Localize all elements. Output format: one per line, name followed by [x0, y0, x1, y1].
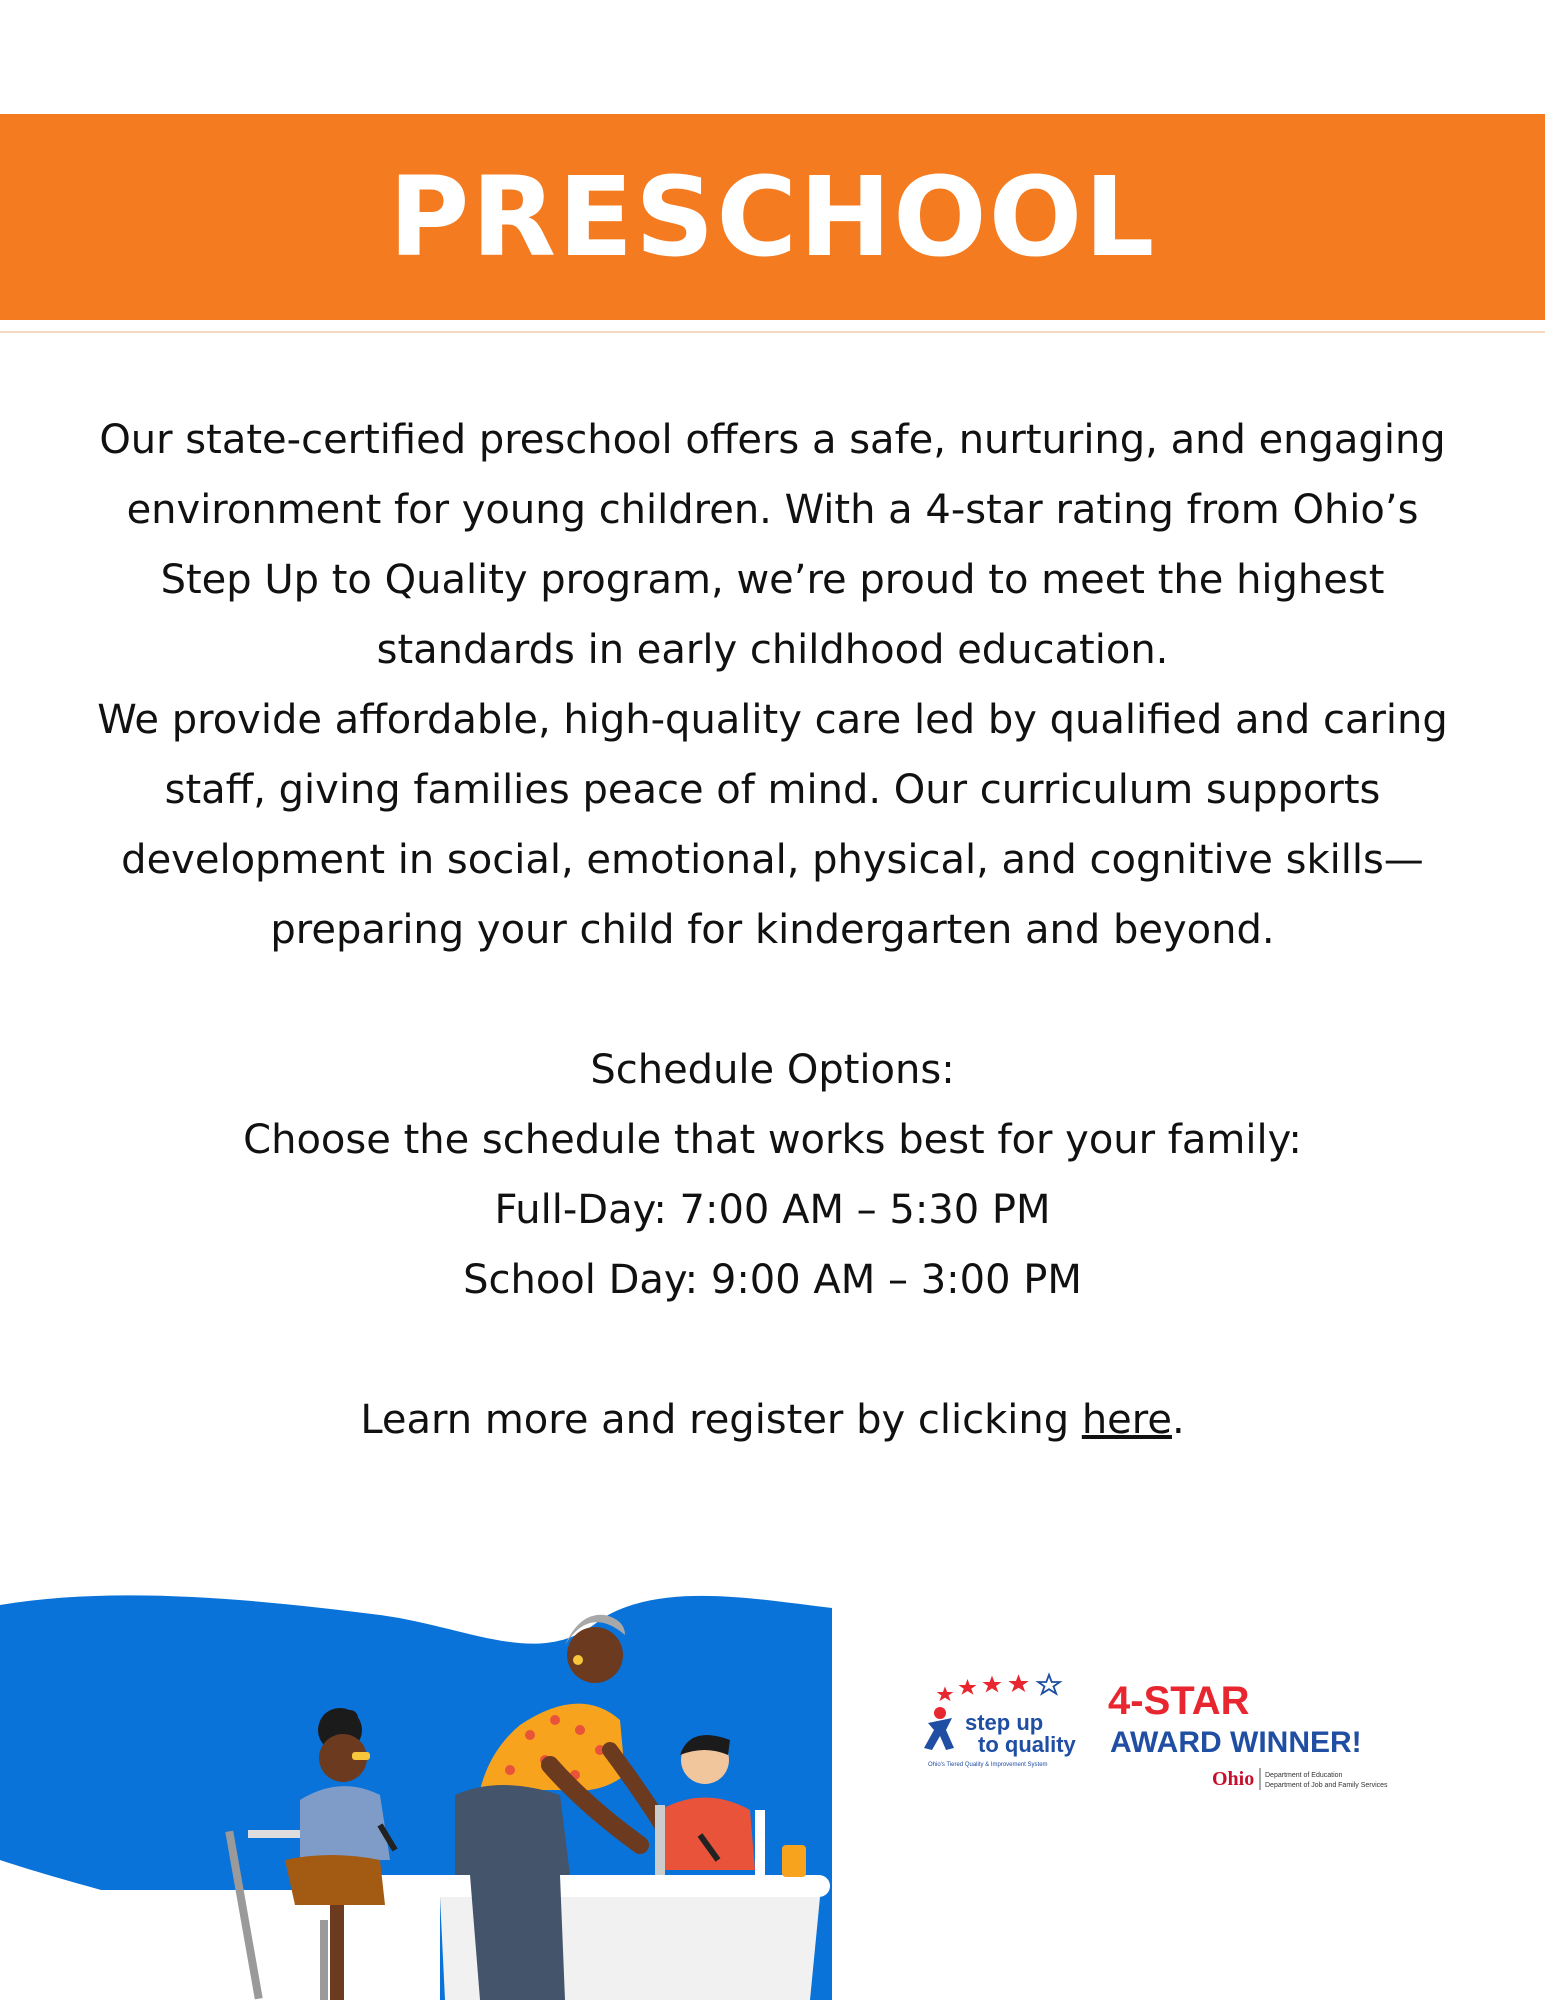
- sutq-line2: to quality: [978, 1732, 1076, 1757]
- sutq-tagline: Ohio's Tiered Quality & Improvement System: [928, 1762, 1048, 1768]
- register-cta: [80, 1385, 1465, 1455]
- dept-line2: Department of Job and Family Services: [1265, 1782, 1388, 1789]
- award-line1: 4-STAR: [1108, 1679, 1250, 1723]
- divider: [0, 331, 1545, 333]
- schedule-subheading: Choose the schedule that works best for your family:: [243, 1117, 1302, 1163]
- schedule-option-school-day: School Day: 9:00 AM – 3:00 PM: [463, 1257, 1082, 1303]
- ohio-wordmark: Ohio: [1212, 1768, 1255, 1790]
- step-up-to-quality-logo: [924, 1674, 1077, 1768]
- teacher-with-children-illustration: [0, 1560, 840, 2000]
- schedule-option-full-day: Full-Day: 7:00 AM – 5:30 PM: [494, 1187, 1051, 1233]
- register-cta-prefix: Learn more and register by clicking: [360, 1397, 1082, 1443]
- content-body: [80, 405, 1465, 1455]
- schedule-heading: Schedule Options:: [590, 1047, 955, 1093]
- spacer: [80, 1315, 1465, 1385]
- award-line2: AWARD WINNER!: [1110, 1726, 1362, 1759]
- intro-paragraph-2: We provide affordable, high-quality care led by qualified and caring staff, giving families peace of mind. Our curriculum supports development in social, emotional, physical, and cognitive skills—preparing your child for kindergarten and beyond.: [97, 697, 1448, 953]
- dept-line1: Department of Education: [1265, 1772, 1343, 1779]
- award-logos: [920, 1668, 1440, 1798]
- intro-paragraph-1: Our state-certified preschool offers a safe, nurturing, and engaging environment for young children. With a 4-star rating from Ohio’s Step Up to Quality program, we’re proud to meet the highest standards in early childhood education.: [99, 417, 1446, 673]
- sutq-line1: step up: [965, 1710, 1044, 1735]
- spacer: [80, 965, 1465, 1035]
- register-link[interactable]: here: [1081, 1397, 1172, 1443]
- header-banner: [0, 114, 1545, 320]
- page-title: PRESCHOOL: [388, 153, 1157, 281]
- register-cta-suffix: .: [1171, 1397, 1185, 1443]
